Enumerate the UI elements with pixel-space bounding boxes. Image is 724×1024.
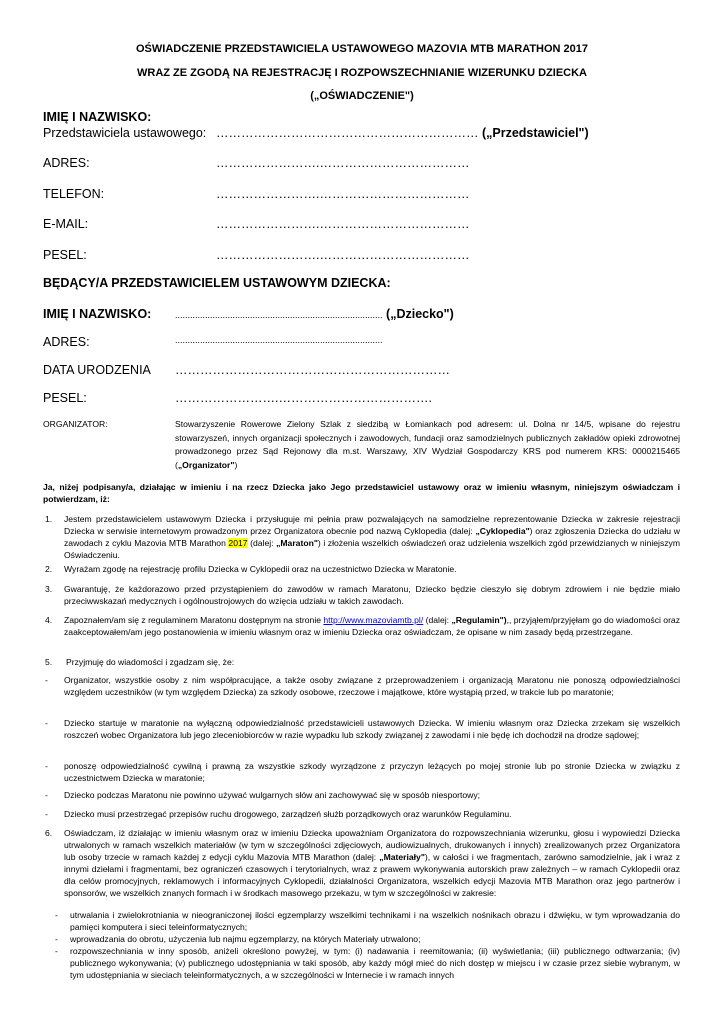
item-3-number: 3. (45, 584, 53, 594)
child-name-suffix: („Dziecko") (386, 307, 454, 321)
document-title-line-3: („OŚWIADCZENIE") (310, 90, 414, 102)
guardian-phone-label: TELEFON: (43, 187, 105, 201)
item-1-text-f: ) i złożenia wszelkich oświadczeń oraz udzielenia wszelkich zgód przewidzianych w niniejszym Oświadczeniu. (64, 537, 680, 560)
child-name-label: IMIĘ I NAZWISKO: (43, 307, 152, 321)
item-2-text: Wyrażam zgodę na rejestrację profilu Dziecka w Cyklopedii oraz na uczestnictwo Dziecka w Maratonie. (64, 564, 457, 574)
organizer-text (175, 418, 680, 472)
item-1-text-c: ) oraz zgłoszenia Dziecka do udziału w zawodach z cyklu Mazovia MTB Marathon (64, 525, 680, 548)
item-4-text (64, 615, 680, 639)
child-name-dots: ................................................................................... (175, 310, 383, 320)
guardian-rep-label: Przedstawiciela ustawowego: (43, 126, 207, 140)
child-birth-field[interactable]: ………………………………………………………… (175, 363, 450, 377)
item-4-text-a: Zapoznałem/am się z regulaminem Maratonu dostępnym na stronie (64, 615, 324, 625)
guardian-pesel-label: PESEL: (43, 248, 87, 262)
dash-5-text: Dziecko musi przestrzegać przepisów ruchu drogowego, zarządzeń służb porządkowych oraz warunków Regulaminu. (64, 809, 512, 819)
guardian-address-label: ADRES: (43, 156, 90, 170)
item-5-text: Przyjmuję do wiadomości i zgadzam się, że: (66, 657, 235, 667)
guardian-rep-suffix: („Przedstawiciel") (481, 126, 589, 140)
item-4-number: 4. (45, 615, 53, 625)
item-6-number: 6. (45, 828, 53, 838)
item-1-term-maraton: „Maraton" (276, 537, 318, 548)
dash-3-text: ponoszę odpowiedzialność cywilną i prawną za wszystkie szkody wyrządzone z przyczyn leżących po mojej stronie lub po stronie Dziecka w związku z uczestnictwem Dziecka w maratonie; (64, 761, 680, 783)
organizer-text-c: ) (234, 459, 238, 470)
item-4-term-regulamin: „Regulamin") (451, 615, 507, 625)
sub-2-text: wprowadzania do obrotu, użyczenia lub najmu egzemplarzy, na których Materiały utrwalono; (70, 934, 421, 944)
organizer-defined-term: „Organizator" (177, 459, 235, 470)
item-6-term-materialy: „Materiały" (379, 851, 425, 862)
document-title-line-2: WRAZ ZE ZGODĄ NA REJESTRACJĘ I ROZPOWSZECHNIANIE WIZERUNKU DZIECKA (137, 67, 587, 79)
sub-2-marker: - (55, 934, 58, 944)
child-birth-label: DATA URODZENIA (43, 363, 151, 377)
item-2-number: 2. (45, 564, 53, 574)
item-4-text-d: ,, przyjąłem/przyjęłam go do wiadomości oraz zaakceptowałem/am jego postanowienia w imieniu własnym oraz w imieniu Dziecka oraz oświadczam, że opisane w nim zasady będą przestrzegane. (64, 615, 681, 637)
sub-3-marker: - (55, 946, 58, 956)
document-title-line-1: OŚWIADCZENIE PRZEDSTAWICIELA USTAWOWEGO MAZOVIA MTB MARATHON 2017 (135, 43, 589, 55)
child-section-title: BĘDĄCY/A PRZEDSTAWICIELEM USTAWOWYM DZIECKA: (43, 276, 391, 290)
item-4-text-b: (dalej: (423, 615, 452, 625)
dash-4-marker: - (45, 790, 48, 800)
guardian-rep-field[interactable] (216, 126, 589, 140)
guardian-email-field[interactable]: …………………….……………………………… (216, 217, 470, 231)
organizer-label: ORGANIZATOR: (43, 419, 108, 429)
item-1-text-d: (dalej: (247, 537, 277, 548)
guardian-pesel-field[interactable]: …………………….……………………………… (216, 248, 470, 262)
item-1-year-highlight: 2017 (228, 537, 248, 548)
dash-3-marker: - (45, 761, 48, 771)
item-1-number: 1. (45, 514, 53, 524)
regulamin-link[interactable]: http://www.mazoviamtb.pl/ (323, 615, 424, 625)
dash-1-marker: - (45, 675, 48, 685)
guardian-rep-dots: ……………………………………………………… (216, 126, 479, 140)
dash-2-text: Dziecko startuje w maratonie na wyłączną odpowiedzialność przedstawicieli ustawowych Dziecka. W imieniu własnym oraz Dziecka zrzekam się wszelkich roszczeń wobec Organizatora lub jego zleceniobiorców w razie wypadku lub szkody związanej z zawodami i nie będę ich dochodził na drodze sądowej; (64, 718, 680, 740)
declaration-intro: Ja, niżej podpisany/a, działając w imieniu i na rzecz Dziecka jako Jego przedstawiciel ustawowy oraz w imieniu własnym, niniejszym oświadczam i potwierdzam, iż: (43, 482, 680, 504)
child-pesel-field[interactable]: …………………….………………………………. (175, 391, 432, 405)
dash-1-text: Organizator, wszystkie osoby z nim współpracujące, a także osoby związane z przeprowadzeniem i organizacją Maratonu nie ponoszą odpowiedzialności względem uczestników (w tym względem Dziecka) za szkody osobowe, rzeczowe i majątkowe, które wystąpią przed, w trakcie lub po maratonie; (64, 675, 680, 697)
item-1-term-cyklopedia: „Cyklopedia" (475, 525, 530, 536)
item-6-text-a: Oświadczam, iż działając w imieniu własnym oraz w imieniu Dziecka upoważniam Organizatora do rozpowszechniania wizerunku, głosu i wypowiedzi Dziecka utrwalonych w ramach wszelkich materiałów (w tym w szczególności zdjęciowych, audiowizualnych, drukowanych i innych) zrealizowanych przez Organizatora lub osoby trzecie w ramach każdej z edycji cyklu Mazovia MTB Marathon (dalej: (64, 828, 680, 862)
child-address-label: ADRES: (43, 335, 90, 349)
dash-5-marker: - (45, 809, 48, 819)
child-name-field[interactable] (175, 307, 454, 321)
child-pesel-label: PESEL: (43, 391, 87, 405)
guardian-phone-field[interactable]: …………………….……………………………… (216, 187, 470, 201)
item-6-text-c: ), w całości i we fragmentach, zarówno samodzielnie, jak i wraz z innymi dziełami i fragmentami, bez ograniczeń czasowych i terytorialnych, wraz z prawem wykonywania autorskich praw zależnych – w ramach Cyklopedii oraz dla celów promocyjnych, reklamowych i informacyjnych Cyklopedii, działalności Organizatora, wszelkich edycji Mazovia MTB Marathon oraz jego partnerów i sponsorów, we wszelkich znanych formach i w środkach masowego przekazu, w tym w szczególności w zakresie: (64, 851, 681, 898)
item-1-text-a: Jestem przedstawicielem ustawowym Dziecka i przysługuje mi pełnia praw pozwalających na samodzielne reprezentowanie Dziecka w zakresie rejestracji Dziecka w serwisie internetowym prowadzonym przez Organizatora obecnie pod nazwą Cyklopedia (dalej: (64, 514, 680, 536)
dash-4-text: Dziecko podczas Maratonu nie powinno używać wulgarnych słów ani zachowywać się w sposób niesportowy; (64, 790, 481, 800)
dash-2-marker: - (45, 718, 48, 728)
guardian-name-label: IMIĘ I NAZWISKO: (43, 110, 152, 124)
sub-3-text: rozpowszechniania w inny sposób, aniżeli określono powyżej, w tym: (i) nadawania i reemitowania; (ii) wyświetlania; (iii) publicznego odtwarzania; (iv) publicznego wykonywania; (v) publicznego udostępniania w taki sposób, aby każdy mógł mieć do nich dostęp w miejscu i w czasie przez siebie wybranym, w tym udostępniania w sieciach teleinformatycznych, a w szczególności w Internecie i w ramach innych (70, 946, 680, 980)
organizer-text-a: Stowarzyszenie Rowerowe Zielony Szlak z siedzibą w Łomiankach pod adresem: ul. Dolna nr 14/5, wpisane do rejestru stowarzyszeń, innych organizacji społecznych i zawodowych, fundacji oraz samodzielnych publicznych zakładów opieki zdrowotnej prowadzonego przez Sąd Rejonowy dla m.st. Warszawy, XIV Wydział Gospodarczy KRS pod numerem KRS: 0000215465 ( (175, 419, 680, 470)
sub-1-text: utrwalania i zwielokrotniania w nieograniczonej ilości egzemplarzy wszelkimi technikami i na wszelkich nośnikach obrazu i dźwięku, w tym wprowadzania do pamięci komputera i sieci teleinformatycznych; (70, 910, 680, 932)
guardian-email-label: E-MAIL: (43, 217, 89, 231)
item-3-text: Gwarantuję, że każdorazowo przed przystąpieniem do zawodów w ramach Maratonu, Dziecko będzie cieszyło się dobrym zdrowiem i nie będzie miało przeciwwskazań medycznych i ogólnoustrojowych do wzięcia udziału w takich zawodach. (64, 584, 680, 606)
child-address-field[interactable]: ................................................................................... (175, 335, 383, 345)
item-5-number: 5. (45, 657, 53, 667)
item-6-text (64, 828, 680, 899)
sub-1-marker: - (55, 910, 58, 920)
guardian-address-field[interactable]: …………………….……………………………… (216, 156, 470, 170)
item-1-text (64, 514, 680, 562)
